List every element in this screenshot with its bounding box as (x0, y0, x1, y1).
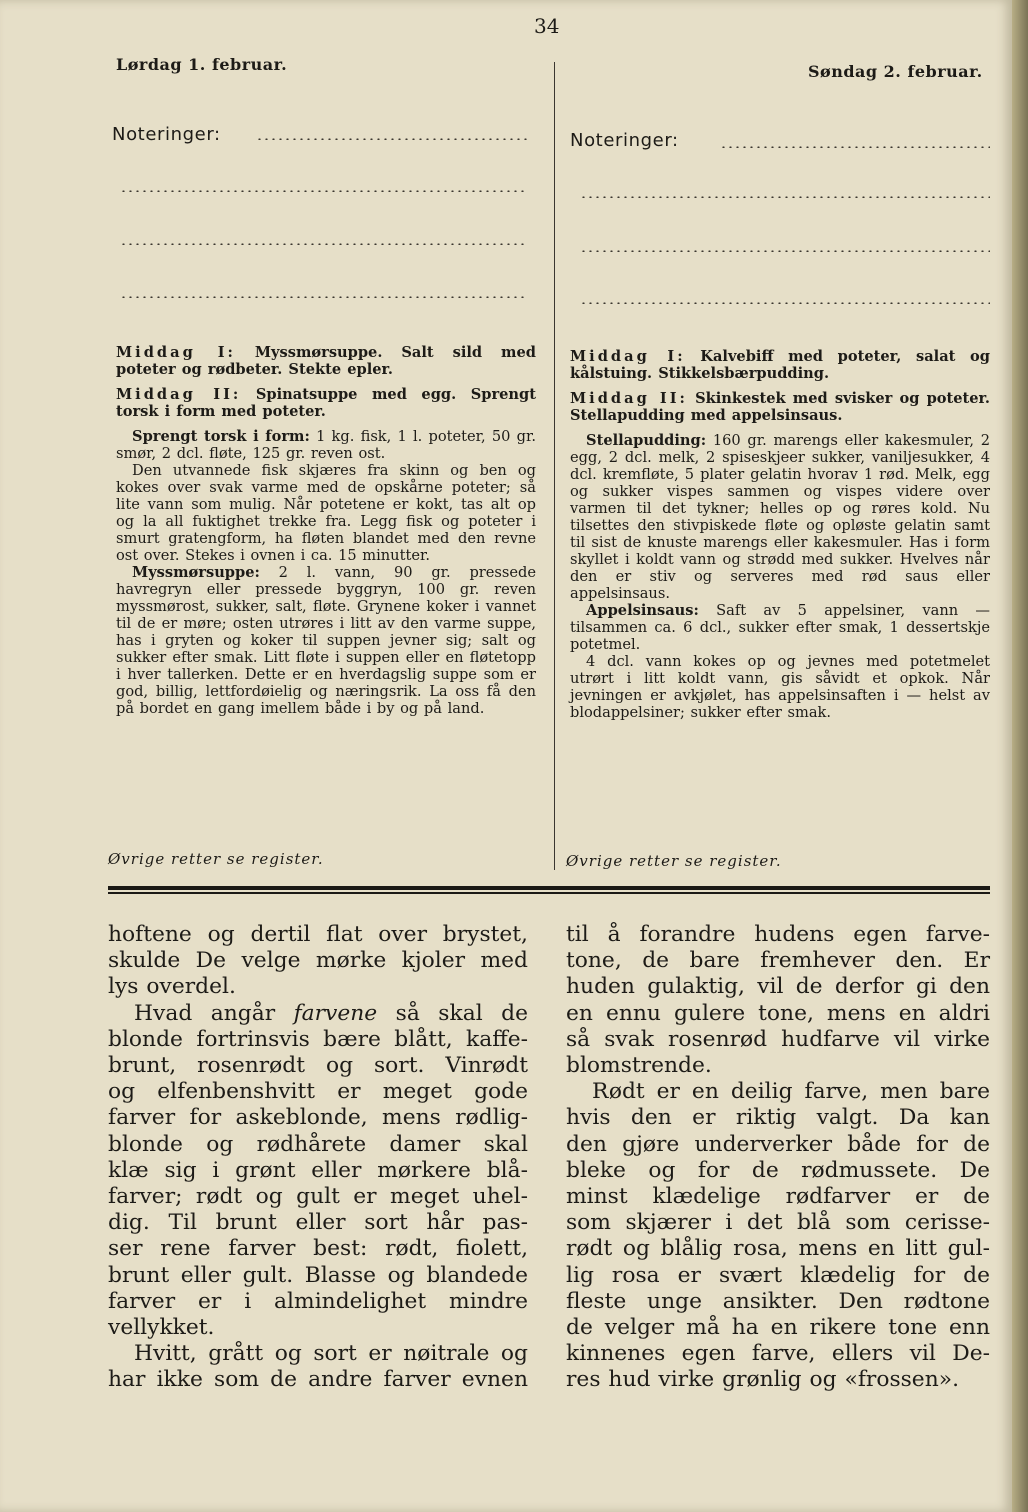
left-other-dishes: Øvrige retter se register. (108, 850, 324, 868)
essay-line: farver for askeblonde, mens rødlig- (108, 1105, 528, 1131)
essay-line: som skjærer i det blå som cerisse- (566, 1210, 990, 1236)
left-notes-line-4 (120, 296, 528, 298)
essay-line: res hud virke grønlig og «frossen». (566, 1367, 960, 1393)
emphasis-farvene: farvene (293, 1000, 378, 1026)
essay-line: blonde og rødhårete damer skal (108, 1131, 528, 1157)
left-recipes (116, 344, 536, 717)
essay-line: huden gulaktig, vil de derfor gi den (566, 974, 990, 1000)
right-notes-line-2 (580, 196, 990, 198)
left-dinner-2: Middag II: Spinatsuppe med egg. Sprengt torsk i form med poteter. (116, 386, 536, 420)
essay-line: dig. Til brunt eller sort hår pas- (108, 1210, 528, 1236)
essay-line: og elfenbenshvitt er meget gode (108, 1079, 528, 1105)
left-date: Lørdag 1. februar. (116, 55, 288, 74)
essay-line: lig rosa er svært klædelig for de (566, 1262, 990, 1288)
left-notes-line-3 (120, 243, 528, 245)
right-notes-line-3 (580, 250, 990, 252)
essay-line: farver; rødt og gult er meget uhel- (108, 1184, 528, 1210)
essay-line: farver er i almindelighet mindre (108, 1288, 528, 1314)
essay-line: brunt, rosenrødt og sort. Vinrødt (108, 1053, 528, 1079)
essay-line: Hvad angår farvene så skal de (134, 1000, 528, 1026)
left-recipe-1-method: Den utvannede fisk skjæres fra skinn og ben og kokes over svak varme med de opskårne poteter; så lite vann som mulig. Når potetene er kokt, tas alt op og la all fuktighet trekke fra. Legg fisk og poteter i smurt gratengform, ha fløten blandet med den revne ost over. Stekes i ovnen i ca. 15 minutter. (116, 462, 536, 564)
right-dinner-2: Middag II: Skinkestek med svisker og poteter. Stellapudding med appelsinsaus. (570, 390, 990, 424)
right-notes-line-4 (580, 302, 990, 304)
right-other-dishes: Øvrige retter se register. (566, 852, 782, 870)
essay-line: har ikke som de andre farver evnen (108, 1367, 528, 1393)
right-recipe-2-method: 4 dcl. vann kokes op og jevnes med potetmelet utrørt i litt koldt vann, gis såvidt et opkok. Når jevningen er avkjølet, has appelsinsaften i — helst av blodappelsiner; sukker efter smak. (570, 653, 990, 721)
left-dinner-1: Middag I: Myssmørsuppe. Salt sild med poteter og rødbeter. Stekte epler. (116, 344, 536, 378)
essay-line: tone, de bare fremhever den. Er (566, 948, 990, 974)
essay-line: kinnenes egen farve, ellers vil De- (566, 1341, 990, 1367)
column-divider (554, 62, 555, 870)
right-dinner-1: Middag I: Kalvebiff med poteter, salat og kålstuing. Stikkelsbærpudding. (570, 348, 990, 382)
right-recipes (570, 348, 990, 721)
right-recipe-2: Appelsinsaus: Saft av 5 appelsiner, vann — tilsammen ca. 6 dcl., sukker efter smak, 1 dessertskje potetmel. (570, 602, 991, 653)
page-number: 34 (534, 14, 560, 38)
essay-line: hvis den er riktig valgt. Da kan (566, 1105, 990, 1131)
essay-line: rødt og blålig rosa, mens en litt gul- (566, 1236, 990, 1262)
right-recipe-1: Stellapudding: 160 gr. marengs eller kakesmuler, 2 egg, 2 dcl. melk, 2 spiseskjeer sukker, vaniljesukker, 4 dcl. kremfløte, 5 plater gelatin hvorav 1 rød. Melk, egg og sukker vispes sammen og vispes videre over varmen til det tykner; helles op og røres kold. Nu tilsettes den stivpiskede fløte og opløste gelatin samt til sist de knuste marengs eller kakesmuler. Has i form skyllet i koldt vann og strødd med sukker. Hvelves når den er stiv og serveres med rød saus eller appelsinsaus. (570, 432, 990, 602)
section-rule-thick (108, 886, 990, 890)
left-recipe-1: Sprengt torsk i form: 1 kg. fisk, 1 l. poteter, 50 gr. smør, 2 dcl. fløte, 125 gr. reven ost. (116, 428, 536, 462)
section-rule-thin (108, 892, 990, 894)
left-notes-line-1 (256, 138, 528, 140)
essay-line: brunt eller gult. Blasse og blandede (108, 1262, 528, 1288)
essay-line: lys overdel. (108, 974, 236, 1000)
essay-line: fleste unge ansikter. Den rødtone (566, 1288, 990, 1314)
left-recipe-2: Myssmørsuppe: 2 l. vann, 90 gr. pressede havregryn eller pressede byggryn, 100 gr. reven myssmørost, sukker, salt, fløte. Grynene koker i vannet til de er møre; osten utrøres i litt av den varme suppe, has i gryten og koker til suppen jevner sig; salt og sukker efter smak. Litt fløte i suppen eller en fløtetopp i hver tallerken. Dette er en hverdagslig suppe som er god, billig, lettfordøielig og næringsrik. La oss få den på bordet en gang imellem både i by og på land. (116, 564, 537, 717)
essay-line: klæ sig i grønt eller mørkere blå- (108, 1157, 528, 1183)
essay-line: en ennu gulere tone, mens en aldri (566, 1000, 990, 1026)
right-date: Søndag 2. februar. (808, 62, 983, 81)
essay-line: til å forandre hudens egen farve- (566, 922, 990, 947)
right-notes-line-1 (720, 146, 990, 148)
essay-right-column (566, 922, 990, 1394)
essay-line: blonde fortrinsvis bære blått, kaffe- (108, 1026, 528, 1052)
right-notes-label: Noteringer: (570, 130, 679, 151)
essay-line: de velger må ha en rikere tone enn (566, 1315, 990, 1341)
essay-line: Rødt er en deilig farve, men bare (592, 1079, 990, 1105)
left-notes-label: Noteringer: (112, 124, 221, 145)
essay-line: ser rene farver best: rødt, fiolett, (108, 1236, 528, 1262)
essay-line: Hvitt, grått og sort er nøitrale og (134, 1341, 528, 1367)
essay-line: skulde De velge mørke kjoler med (108, 948, 528, 974)
essay-line: den gjøre underverker både for de (566, 1131, 990, 1157)
essay-line: minst klædelige rødfarver er de (566, 1184, 990, 1210)
essay-line: blomstrende. (566, 1053, 712, 1079)
essay-line: bleke og for de rødmussete. De (566, 1157, 990, 1183)
essay-line: så svak rosenrød hudfarve vil virke (566, 1026, 990, 1052)
page-edge (1012, 0, 1028, 1512)
essay-left-column (108, 922, 528, 1394)
essay-line: hoftene og dertil flat over brystet, (108, 922, 528, 947)
essay-line: vellykket. (108, 1315, 215, 1341)
left-notes-line-2 (120, 190, 528, 192)
